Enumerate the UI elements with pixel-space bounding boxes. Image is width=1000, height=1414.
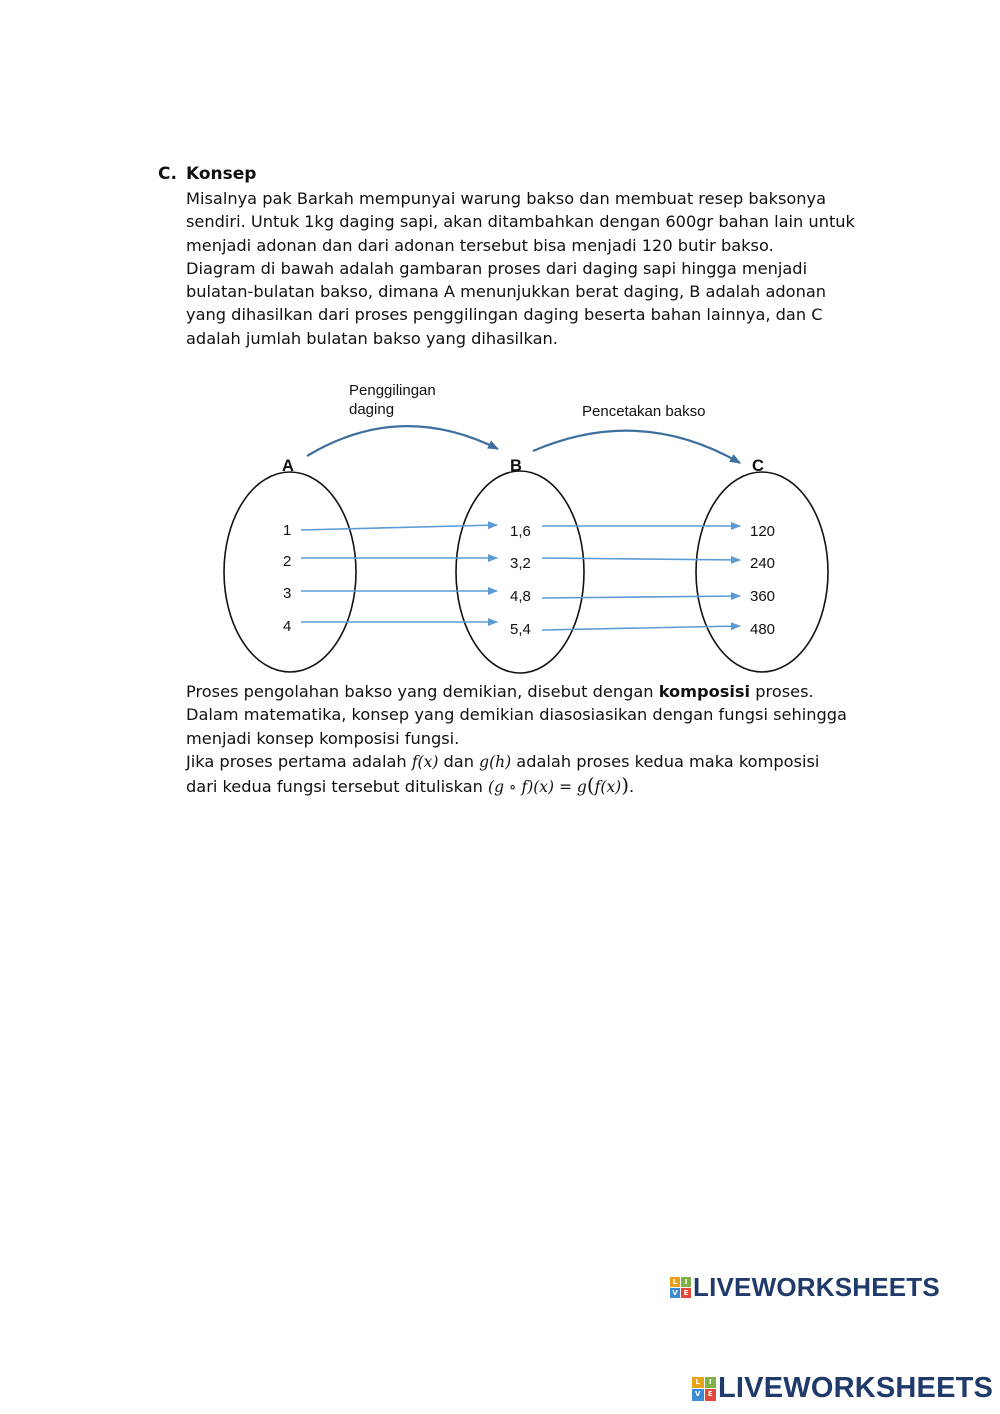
logo-letter: L (670, 1277, 680, 1287)
intro-line: adalah jumlah bulatan bakso yang dihasilkan. (186, 328, 558, 348)
logo-letter: I (681, 1277, 691, 1287)
formula-inner: f(x) (594, 778, 622, 797)
set-b-ellipse (456, 471, 584, 673)
conclusion-paragraph (186, 680, 866, 799)
set-b-value: 3,2 (510, 555, 531, 572)
logo-wordmark: LIVEWORKSHEETS (718, 1372, 994, 1404)
logo-letter: E (681, 1288, 691, 1298)
live-grid-icon (670, 1277, 691, 1298)
liveworksheets-logo-footer (692, 1372, 993, 1405)
formula-period: . (629, 777, 635, 797)
set-c-label: C (752, 457, 764, 475)
set-a-value: 2 (283, 553, 292, 570)
process1-curve-arrow (307, 426, 498, 456)
intro-line: sendiri. Untuk 1kg daging sapi, akan ditambahkan dengan 600gr bahan lain untuk (186, 212, 855, 232)
conclusion-line: Dalam matematika, konsep yang demikian diasosiasikan dengan fungsi sehingga (186, 705, 847, 725)
set-c-value: 480 (750, 621, 776, 638)
set-a-value: 1 (283, 522, 292, 539)
section-number: C. (158, 164, 177, 184)
conclusion-text: dari kedua fungsi tersebut dituliskan (186, 777, 489, 797)
conclusion-text: adalah proses kedua maka komposisi (511, 751, 820, 771)
set-a-ellipse (224, 472, 356, 672)
live-grid-icon (692, 1377, 716, 1401)
process1-label-line2: daging (349, 401, 395, 418)
conclusion-text: proses. (750, 682, 814, 701)
intro-paragraph (186, 187, 866, 350)
conclusion-line (186, 750, 866, 774)
set-a-value: 4 (283, 618, 292, 635)
conclusion-text: dan (438, 751, 480, 771)
set-c-value: 240 (750, 555, 776, 572)
logo-letter: L (692, 1377, 704, 1389)
section-heading (158, 164, 256, 184)
mapping-arrow-b-c (542, 626, 740, 630)
conclusion-text: Jika proses pertama adalah (186, 751, 412, 771)
set-c-ellipse (696, 472, 828, 672)
intro-line: yang dihasilkan dari proses penggilingan daging beserta bahan lainnya, dan C (186, 305, 823, 325)
logo-letter: V (692, 1389, 704, 1401)
set-a-label: A (282, 457, 294, 475)
mapping-arrow-b-c (542, 596, 740, 598)
liveworksheets-logo (670, 1272, 940, 1303)
process2-label: Pencetakan bakso (582, 403, 706, 420)
set-c-value: 360 (750, 588, 776, 605)
logo-letter: E (705, 1389, 717, 1401)
process1-label-line1: Penggilingan (349, 382, 436, 399)
intro-line: Misalnya pak Barkah mempunyai warung bakso dan membuat resep baksonya (186, 189, 827, 208)
composition-formula: (g ∘ f)(x) = g(f(x)) (488, 773, 630, 798)
composition-diagram (0, 360, 1000, 680)
process2-curve-arrow (533, 431, 740, 463)
section-title: Konsep (186, 164, 257, 184)
keyword-komposisi: komposisi (658, 682, 751, 701)
function-f: f(x) (411, 752, 439, 771)
conclusion-line (186, 680, 866, 703)
intro-line: menjadi adonan dan dari adonan tersebut bisa menjadi 120 butir bakso. (186, 235, 774, 255)
mapping-arrow-b-c (542, 558, 740, 560)
conclusion-text: Proses pengolahan bakso yang demikian, disebut dengan (186, 682, 659, 701)
intro-line: bulatan-bulatan bakso, dimana A menunjukkan berat daging, B adalah adonan (186, 282, 827, 302)
set-c-value: 120 (750, 523, 776, 540)
intro-line: Diagram di bawah adalah gambaran proses dari daging sapi hingga menjadi (186, 258, 808, 278)
logo-letter: V (670, 1288, 680, 1298)
set-b-value: 4,8 (510, 588, 531, 605)
formula-lhs: (g ∘ f)(x) = g (488, 778, 587, 797)
conclusion-line: menjadi konsep komposisi fungsi. (186, 728, 460, 748)
mapping-arrow-a-b (301, 525, 497, 530)
function-g: g(h) (479, 752, 512, 771)
set-a-value: 3 (283, 585, 292, 602)
logo-letter: I (705, 1377, 717, 1389)
set-b-label: B (510, 457, 522, 475)
logo-wordmark: LIVEWORKSHEETS (693, 1272, 940, 1302)
set-b-value: 1,6 (510, 523, 531, 540)
set-b-value: 5,4 (510, 621, 531, 638)
conclusion-line (186, 774, 866, 799)
